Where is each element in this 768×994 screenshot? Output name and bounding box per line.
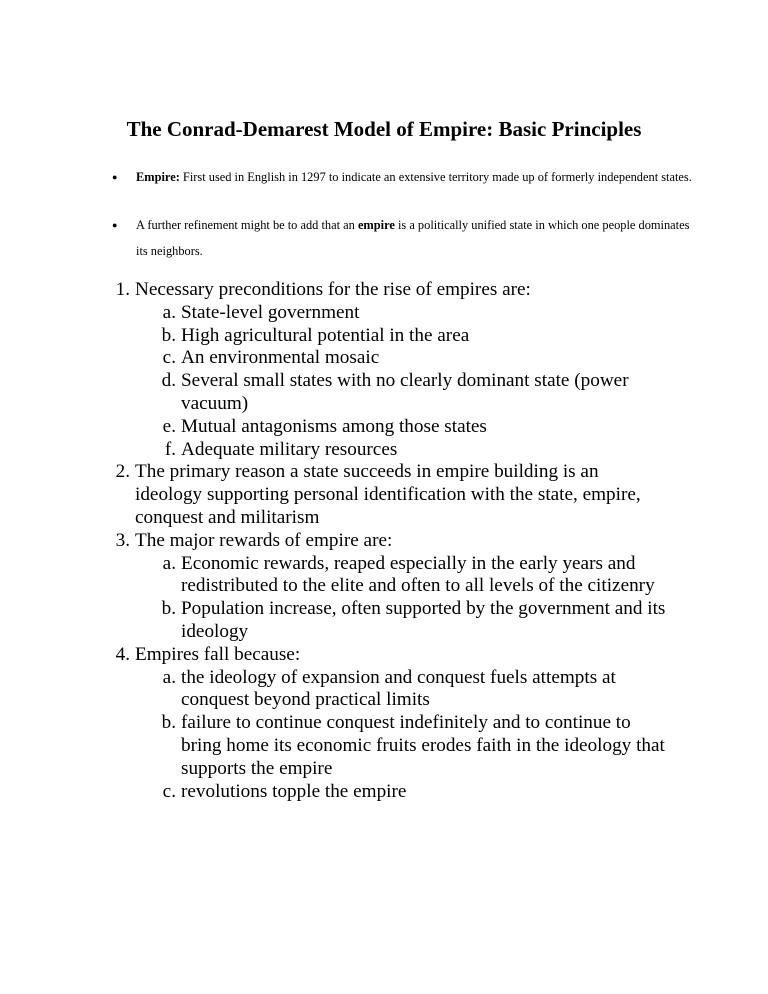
sub-list-item-text: State-level government: [181, 301, 360, 323]
definition-bullet-1: [112, 164, 692, 190]
list-item-number: 3.: [115, 529, 130, 551]
list-item: [108, 530, 668, 553]
sub-list-item: [154, 667, 668, 713]
list-item: [108, 279, 668, 302]
sub-list-item: [154, 781, 668, 804]
definition-bullet-2: [112, 212, 692, 264]
bullet-term: Empire:: [136, 170, 180, 184]
sub-list-item-text: Population increase, often supported by the government and its ideology: [181, 598, 666, 642]
list-item: [108, 461, 668, 529]
list-item-text: The major rewards of empire are:: [135, 529, 393, 551]
sub-list-item-text: High agricultural potential in the area: [181, 324, 470, 346]
numbered-list: [108, 279, 668, 803]
sub-list-item-letter: e.: [162, 415, 176, 437]
sub-list-item-letter: c.: [162, 780, 176, 802]
sub-list-item-letter: d.: [161, 370, 176, 392]
sub-list-item-text: revolutions topple the empire: [181, 780, 407, 802]
bullet-dot-icon: ●: [112, 172, 118, 182]
page-title: The Conrad-Demarest Model of Empire: Basic Principles: [126, 117, 642, 141]
sub-list-item: [154, 553, 668, 599]
sub-list-item: [154, 598, 668, 644]
sub-list-item-text: Economic rewards, reaped especially in the early years and redistributed to the elite and often to all levels of the citizenry: [181, 552, 655, 597]
sub-list-item: [154, 302, 668, 325]
bullet-text: Empire: First used in English in 1297 to indicate an extensive territory made up of formerly independent states.: [136, 170, 692, 184]
list-item-text: Necessary preconditions for the rise of empires are:: [135, 279, 531, 300]
sub-list-item-text: Several small states with no clearly dominant state (power vacuum): [181, 370, 629, 414]
sub-list-item-text: Mutual antagonisms among those states: [181, 415, 487, 437]
sub-list-item: [154, 370, 668, 416]
sub-list-item-letter: a.: [162, 552, 176, 574]
sub-list-item-text: An environmental mosaic: [181, 347, 380, 369]
sub-list-item-letter: b.: [161, 598, 176, 620]
sub-list-item: [154, 347, 668, 370]
sub-list-item: [154, 416, 668, 439]
list-item: [108, 644, 668, 667]
list-item-text: Empires fall because:: [135, 643, 301, 665]
sub-list-item: [154, 439, 668, 462]
sub-list-item-letter: b.: [161, 324, 176, 346]
list-item-number: 4.: [115, 643, 130, 665]
sub-list-item-letter: a.: [162, 301, 176, 323]
list-item-text: The primary reason a state succeeds in empire building is an ideology supporting personal identification with the state, empire, conquest and militarism: [135, 461, 641, 528]
sub-list-item: [154, 325, 668, 348]
sub-list-item-letter: a.: [162, 666, 176, 688]
sub-list-item-text: the ideology of expansion and conquest fuels attempts at conquest beyond practical limits: [181, 666, 616, 711]
bullet-text: A further refinement might be to add that an empire is a politically unified state in which one people dominates its neighbors.: [136, 218, 690, 258]
bullet-term: empire: [357, 218, 395, 232]
list-item-number: 2.: [115, 461, 130, 483]
sub-list-item-text: Adequate military resources: [181, 438, 398, 460]
list-item-number: 1.: [115, 279, 130, 300]
sub-list-item-letter: c.: [162, 347, 176, 369]
bullet-dot-icon: ●: [112, 220, 118, 230]
sub-list-item: [154, 712, 668, 780]
sub-list-item-text: failure to continue conquest indefinitely and to continue to bring home its economic fruits erodes faith in the ideology that supports the empire: [181, 712, 665, 779]
sub-list-item-letter: b.: [161, 712, 176, 734]
sub-list-item-letter: f.: [164, 438, 176, 460]
